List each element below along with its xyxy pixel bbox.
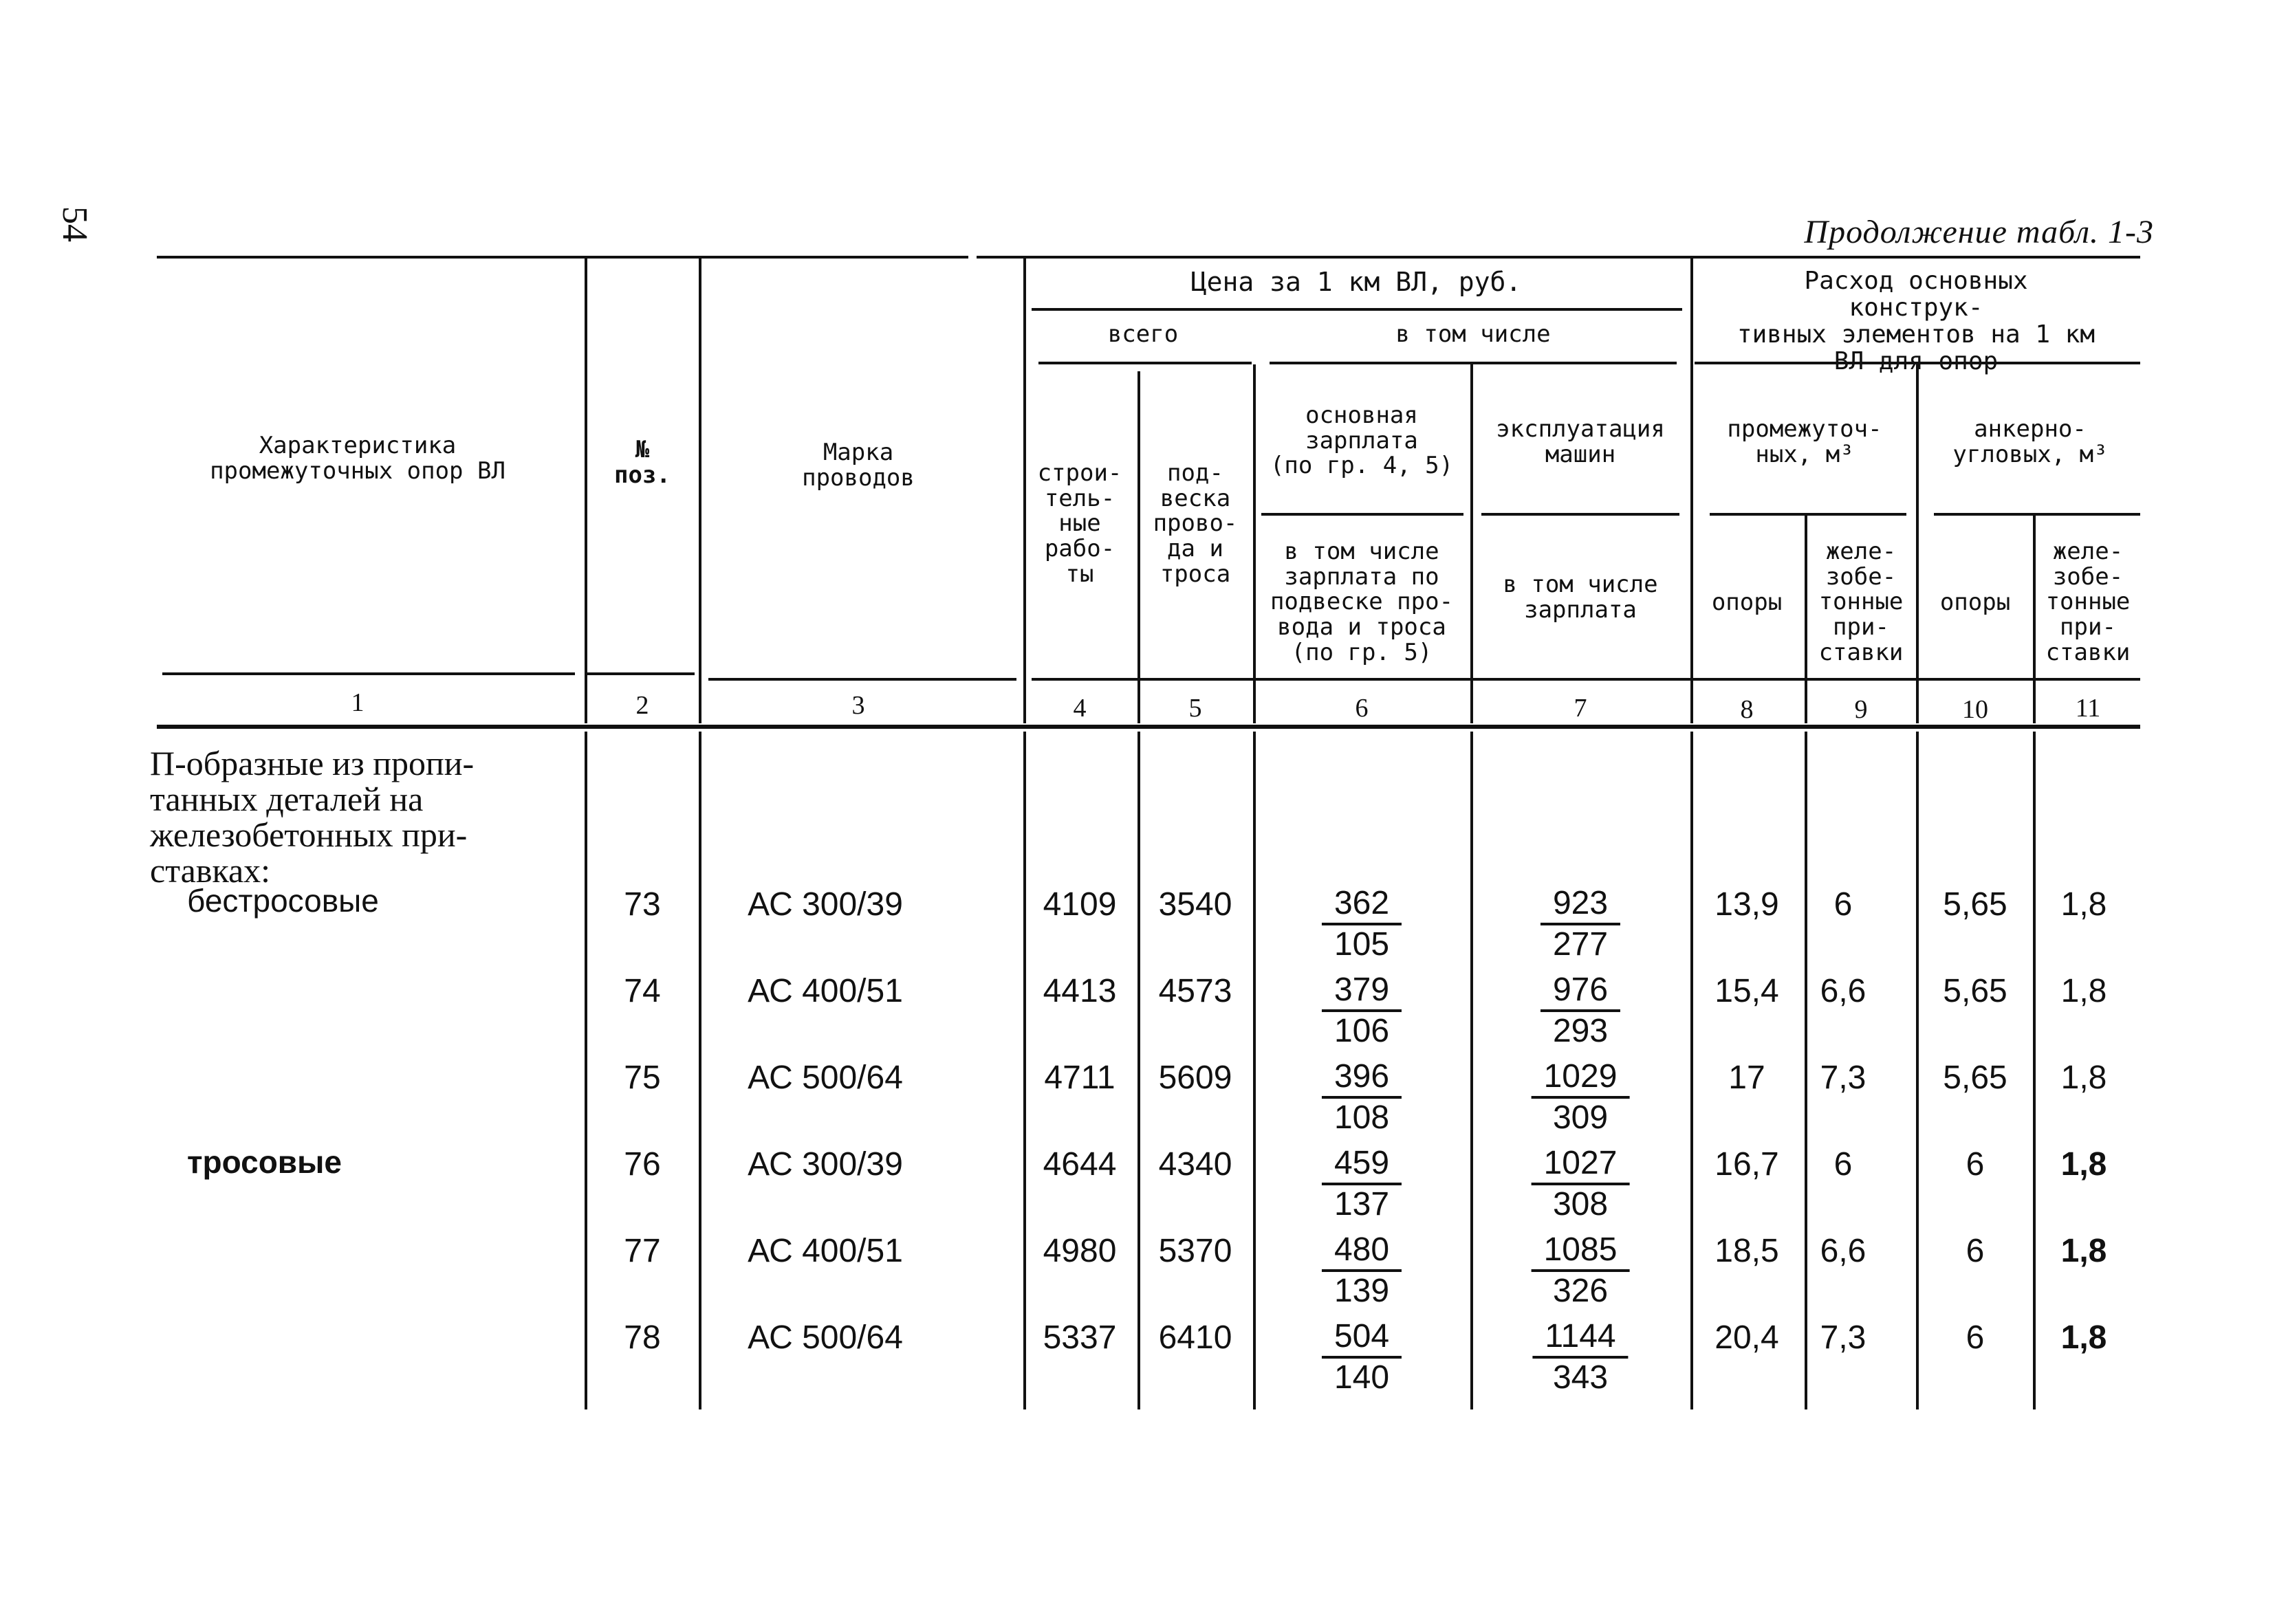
cell-base-salary-total: 480 bbox=[1322, 1231, 1402, 1272]
cell-base-salary-salary-part: 108 bbox=[1334, 1099, 1390, 1136]
cell-machine-operation-salary-part: 343 bbox=[1552, 1359, 1609, 1396]
group-title-line: железобетонных при- bbox=[150, 815, 468, 854]
cell-anchor-supports: 6 bbox=[1966, 1146, 1985, 1183]
cell-anchor-rc-prefix: 1,8 bbox=[2060, 1319, 2107, 1356]
column-number: 5 bbox=[1188, 694, 1202, 723]
column-number: 7 bbox=[1574, 694, 1587, 723]
cell-base-salary-total: 396 bbox=[1322, 1057, 1402, 1099]
header-position: № поз. bbox=[614, 436, 671, 489]
cell-base-salary bbox=[1322, 1231, 1402, 1310]
header-base-salary: основная зарплата (по гр. 4, 5) bbox=[1270, 402, 1454, 480]
cell-intermediate-rc-prefix: 7,3 bbox=[1820, 1319, 1866, 1356]
cell-base-salary-salary-part: 106 bbox=[1334, 1013, 1390, 1049]
cell-machine-operation-total: 923 bbox=[1541, 884, 1620, 925]
header-supports-anchor: опоры bbox=[1939, 589, 2011, 616]
cell-anchor-supports: 5,65 bbox=[1943, 886, 2007, 923]
header-supports-intermediate: опоры bbox=[1711, 589, 1783, 616]
cell-anchor-supports: 5,65 bbox=[1943, 973, 2007, 1009]
group-title-line: П-образные из пропи- bbox=[150, 744, 475, 782]
cell-base-salary-total: 504 bbox=[1322, 1317, 1402, 1359]
cell-anchor-supports: 5,65 bbox=[1943, 1060, 2007, 1096]
column-number: 3 bbox=[851, 691, 865, 720]
cell-wire-suspension: 4573 bbox=[1158, 973, 1232, 1009]
table-caption: Продолжение табл. 1-3 bbox=[1804, 214, 2154, 250]
cell-construction-works: 4711 bbox=[1044, 1060, 1115, 1096]
cell-anchor-rc-prefix: 1,8 bbox=[2060, 1060, 2107, 1096]
header-machine-salary: в том числе зарплата bbox=[1503, 571, 1658, 624]
header-construction-works: строи- тель- ные рабо- ты bbox=[1037, 459, 1122, 588]
cell-base-salary-salary-part: 139 bbox=[1334, 1273, 1390, 1309]
column-number: 11 bbox=[2075, 694, 2101, 723]
cell-intermediate-rc-prefix: 6,6 bbox=[1820, 1233, 1866, 1269]
cell-wire-suspension: 4340 bbox=[1158, 1146, 1232, 1183]
column-number: 6 bbox=[1355, 694, 1369, 723]
cell-base-salary-salary-part: 140 bbox=[1334, 1359, 1390, 1396]
subgroup-without-cable: бестросовые bbox=[187, 883, 379, 919]
header-intermediate-supports: промежуточ- ных, м³ bbox=[1727, 415, 1882, 468]
cell-anchor-rc-prefix: 1,8 bbox=[2060, 886, 2107, 923]
cell-construction-works: 4980 bbox=[1043, 1233, 1117, 1269]
cell-intermediate-supports: 15,4 bbox=[1715, 973, 1779, 1009]
column-number: 8 bbox=[1740, 695, 1754, 724]
header-wire-brand: Марка проводов bbox=[802, 439, 915, 492]
cell-position: 78 bbox=[624, 1319, 661, 1356]
cell-base-salary-total: 379 bbox=[1322, 971, 1402, 1012]
cell-base-salary-total: 362 bbox=[1322, 884, 1402, 925]
cell-base-salary bbox=[1322, 1057, 1402, 1137]
header-total-group: всего bbox=[1107, 320, 1179, 348]
header-rc-prefix-anchor: желе- зобе- тонные при- ставки bbox=[2045, 538, 2131, 666]
cell-wire-suspension: 5609 bbox=[1158, 1060, 1232, 1096]
cell-anchor-supports: 6 bbox=[1966, 1319, 1985, 1356]
cell-position: 73 bbox=[624, 886, 661, 923]
cell-machine-operation-salary-part: 277 bbox=[1552, 926, 1609, 963]
cell-machine-operation-total: 1029 bbox=[1532, 1057, 1630, 1099]
cell-position: 76 bbox=[624, 1146, 661, 1183]
column-number: 9 bbox=[1854, 695, 1868, 724]
cell-machine-operation bbox=[1532, 1317, 1628, 1397]
cell-base-salary-salary-part: 105 bbox=[1334, 926, 1390, 963]
cell-position: 77 bbox=[624, 1233, 661, 1269]
cell-machine-operation-salary-part: 293 bbox=[1552, 1013, 1609, 1049]
cell-machine-operation-total: 976 bbox=[1541, 971, 1620, 1012]
cell-machine-operation-total: 1144 bbox=[1532, 1317, 1628, 1359]
cell-base-salary bbox=[1322, 1317, 1402, 1397]
cell-anchor-rc-prefix: 1,8 bbox=[2060, 1233, 2107, 1269]
cell-machine-operation bbox=[1541, 971, 1620, 1051]
cell-intermediate-rc-prefix: 6 bbox=[1833, 886, 1853, 923]
cell-wire-suspension: 3540 bbox=[1158, 886, 1232, 923]
cell-base-salary bbox=[1322, 1144, 1402, 1224]
cell-construction-works: 4644 bbox=[1043, 1146, 1117, 1183]
cell-wire-suspension: 5370 bbox=[1158, 1233, 1232, 1269]
header-rc-prefix-intermediate: желе- зобе- тонные при- ставки bbox=[1818, 538, 1904, 666]
cell-intermediate-supports: 13,9 bbox=[1715, 886, 1779, 923]
cell-wire-brand: АС 500/64 bbox=[748, 1319, 903, 1356]
cell-machine-operation-salary-part: 309 bbox=[1552, 1099, 1609, 1136]
cell-anchor-supports: 6 bbox=[1966, 1233, 1985, 1269]
column-number: 1 bbox=[351, 688, 364, 717]
group-title bbox=[150, 745, 474, 888]
cell-position: 74 bbox=[624, 973, 661, 1009]
cell-wire-suspension: 6410 bbox=[1158, 1319, 1232, 1356]
header-including-group: в том числе bbox=[1395, 320, 1551, 348]
cell-machine-operation bbox=[1532, 1231, 1630, 1310]
header-characteristic: Характеристика промежуточных опор ВЛ bbox=[210, 432, 505, 485]
header-wire-suspension: под- веска прово- да и троса bbox=[1153, 459, 1238, 588]
header-base-salary-sub: в том числе зарплата по подвеске про- вода и троса (по гр. 5) bbox=[1270, 538, 1454, 666]
page-number: 54 bbox=[55, 206, 94, 242]
cell-intermediate-supports: 20,4 bbox=[1715, 1319, 1779, 1356]
cell-base-salary-total: 459 bbox=[1322, 1144, 1402, 1185]
column-number: 2 bbox=[635, 691, 649, 720]
header-machine-operation: эксплуатация машин bbox=[1496, 415, 1665, 468]
cell-machine-operation-salary-part: 326 bbox=[1552, 1273, 1609, 1309]
column-number: 10 bbox=[1962, 695, 1988, 724]
subgroup-with-cable: тросовые bbox=[187, 1144, 342, 1180]
group-title-line: ставках: bbox=[150, 851, 271, 890]
cell-anchor-rc-prefix: 1,8 bbox=[2060, 1146, 2107, 1183]
header-price-group: Цена за 1 км ВЛ, руб. bbox=[1190, 267, 1522, 297]
group-title-line: танных деталей на bbox=[150, 780, 424, 818]
cell-machine-operation-total: 1027 bbox=[1532, 1144, 1630, 1185]
cell-wire-brand: АС 400/51 bbox=[748, 1233, 903, 1269]
cell-construction-works: 4413 bbox=[1043, 973, 1117, 1009]
cell-wire-brand: АС 400/51 bbox=[748, 973, 903, 1009]
header-anchor-supports: анкерно- угловых, м³ bbox=[1952, 415, 2108, 468]
cell-wire-brand: АС 300/39 bbox=[748, 1146, 903, 1183]
cell-intermediate-supports: 17 bbox=[1728, 1060, 1765, 1096]
header-consumption-group: Расход основных конструк- тивных элементов на 1 км ВЛ для опор bbox=[1737, 267, 2096, 375]
cell-wire-brand: АС 500/64 bbox=[748, 1060, 903, 1096]
cell-position: 75 bbox=[624, 1060, 661, 1096]
cell-machine-operation-total: 1085 bbox=[1532, 1231, 1630, 1272]
cell-intermediate-rc-prefix: 7,3 bbox=[1820, 1060, 1866, 1096]
cell-construction-works: 5337 bbox=[1043, 1319, 1117, 1356]
cell-intermediate-rc-prefix: 6,6 bbox=[1820, 973, 1866, 1009]
cell-intermediate-rc-prefix: 6 bbox=[1833, 1146, 1853, 1183]
cell-machine-operation bbox=[1532, 1144, 1630, 1224]
column-number: 4 bbox=[1073, 694, 1087, 723]
cell-machine-operation bbox=[1541, 884, 1620, 964]
cell-intermediate-supports: 16,7 bbox=[1715, 1146, 1779, 1183]
cell-wire-brand: АС 300/39 bbox=[748, 886, 903, 923]
cell-intermediate-supports: 18,5 bbox=[1715, 1233, 1779, 1269]
cell-base-salary-salary-part: 137 bbox=[1334, 1186, 1390, 1222]
cell-machine-operation bbox=[1532, 1057, 1630, 1137]
cell-base-salary bbox=[1322, 971, 1402, 1051]
cell-anchor-rc-prefix: 1,8 bbox=[2060, 973, 2107, 1009]
cell-construction-works: 4109 bbox=[1043, 886, 1117, 923]
cell-base-salary bbox=[1322, 884, 1402, 964]
cell-machine-operation-salary-part: 308 bbox=[1552, 1186, 1609, 1222]
